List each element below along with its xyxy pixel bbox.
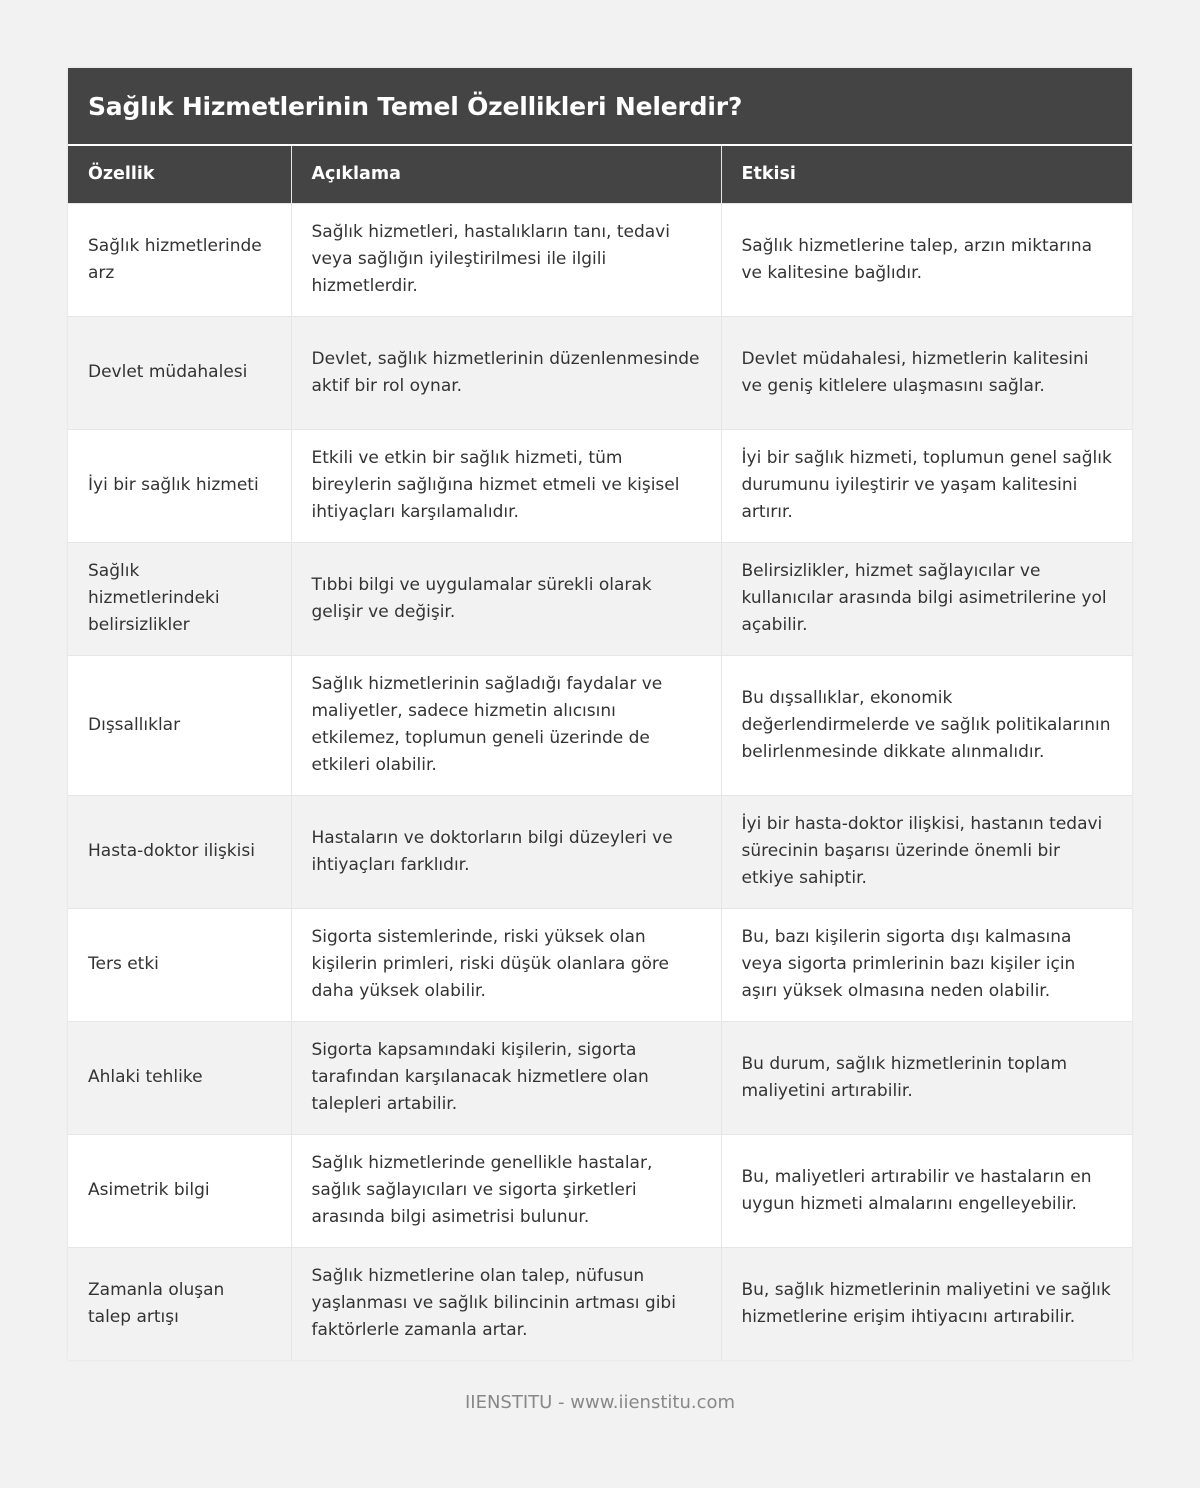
table-row [68, 1021, 1132, 1134]
table-row [68, 795, 1132, 908]
cell-description: Sağlık hizmetlerine olan talep, nüfusun yaşlanması ve sağlık bilincinin artması gibi faktörlerle zamanla artar. [291, 1247, 721, 1360]
column-header-description: Açıklama [291, 145, 721, 203]
cell-feature: Hasta-doktor ilişkisi [68, 795, 291, 908]
table-row [68, 203, 1132, 316]
table-row [68, 655, 1132, 795]
cell-effect: Bu, bazı kişilerin sigorta dışı kalmasına veya sigorta primlerinin bazı kişiler için aşırı yüksek olmasına neden olabilir. [721, 908, 1132, 1021]
cell-description: Sağlık hizmetleri, hastalıkların tanı, tedavi veya sağlığın iyileştirilmesi ile ilgili hizmetlerdir. [291, 203, 721, 316]
table-card [68, 68, 1132, 1360]
cell-effect: İyi bir sağlık hizmeti, toplumun genel sağlık durumunu iyileştirir ve yaşam kalitesini artırır. [721, 429, 1132, 542]
column-header-feature: Özellik [68, 145, 291, 203]
cell-feature: Sağlık hizmetlerindeki belirsizlikler [68, 542, 291, 655]
footer-credit: IIENSTITU - www.iienstitu.com [464, 1392, 736, 1413]
cell-effect: Sağlık hizmetlerine talep, arzın miktarına ve kalitesine bağlıdır. [721, 203, 1132, 316]
cell-feature: Dışsallıklar [68, 655, 291, 795]
cell-effect: Belirsizlikler, hizmet sağlayıcılar ve kullanıcılar arasında bilgi asimetrilerine yol açabilir. [721, 542, 1132, 655]
cell-description: Devlet, sağlık hizmetlerinin düzenlenmesinde aktif bir rol oynar. [291, 316, 721, 429]
cell-effect: Bu durum, sağlık hizmetlerinin toplam maliyetini artırabilir. [721, 1021, 1132, 1134]
cell-description: Sağlık hizmetlerinde genellikle hastalar, sağlık sağlayıcıları ve sigorta şirketleri arasında bilgi asimetrisi bulunur. [291, 1134, 721, 1247]
table-row [68, 1247, 1132, 1360]
cell-description: Sağlık hizmetlerinin sağladığı faydalar ve maliyetler, sadece hizmetin alıcısını etkilemez, toplumun geneli üzerinde de etkileri olabilir. [291, 655, 721, 795]
cell-feature: İyi bir sağlık hizmeti [68, 429, 291, 542]
cell-effect: Bu dışsallıklar, ekonomik değerlendirmelerde ve sağlık politikalarının belirlenmesinde dikkate alınmalıdır. [721, 655, 1132, 795]
cell-effect: Bu, sağlık hizmetlerinin maliyetini ve sağlık hizmetlerine erişim ihtiyacını artırabilir. [721, 1247, 1132, 1360]
table-row [68, 316, 1132, 429]
page-title: Sağlık Hizmetlerinin Temel Özellikleri Nelerdir? [88, 91, 743, 121]
table-row [68, 1134, 1132, 1247]
cell-description: Hastaların ve doktorların bilgi düzeyleri ve ihtiyaçları farklıdır. [291, 795, 721, 908]
cell-description: Sigorta kapsamındaki kişilerin, sigorta tarafından karşılanacak hizmetlere olan talepleri artabilir. [291, 1021, 721, 1134]
cell-feature: Sağlık hizmetlerinde arz [68, 203, 291, 316]
cell-effect: Bu, maliyetleri artırabilir ve hastaların en uygun hizmeti almalarını engelleyebilir. [721, 1134, 1132, 1247]
cell-effect: Devlet müdahalesi, hizmetlerin kalitesini ve geniş kitlelere ulaşmasını sağlar. [721, 316, 1132, 429]
cell-description: Sigorta sistemlerinde, riski yüksek olan kişilerin primleri, riski düşük olanlara göre daha yüksek olabilir. [291, 908, 721, 1021]
cell-feature: Devlet müdahalesi [68, 316, 291, 429]
column-header-effect: Etkisi [721, 145, 1132, 203]
cell-feature: Zamanla oluşan talep artışı [68, 1247, 291, 1360]
table-row [68, 429, 1132, 542]
table-row [68, 542, 1132, 655]
cell-feature: Ahlaki tehlike [68, 1021, 291, 1134]
cell-description: Tıbbi bilgi ve uygulamalar sürekli olarak gelişir ve değişir. [291, 542, 721, 655]
cell-effect: İyi bir hasta-doktor ilişkisi, hastanın tedavi sürecinin başarısı üzerinde önemli bir etkiye sahiptir. [721, 795, 1132, 908]
features-table [68, 144, 1132, 1360]
title-bar [68, 68, 1132, 144]
cell-feature: Asimetrik bilgi [68, 1134, 291, 1247]
table-header-row [68, 145, 1132, 203]
cell-feature: Ters etki [68, 908, 291, 1021]
cell-description: Etkili ve etkin bir sağlık hizmeti, tüm bireylerin sağlığına hizmet etmeli ve kişisel ihtiyaçları karşılamalıdır. [291, 429, 721, 542]
table-row [68, 908, 1132, 1021]
